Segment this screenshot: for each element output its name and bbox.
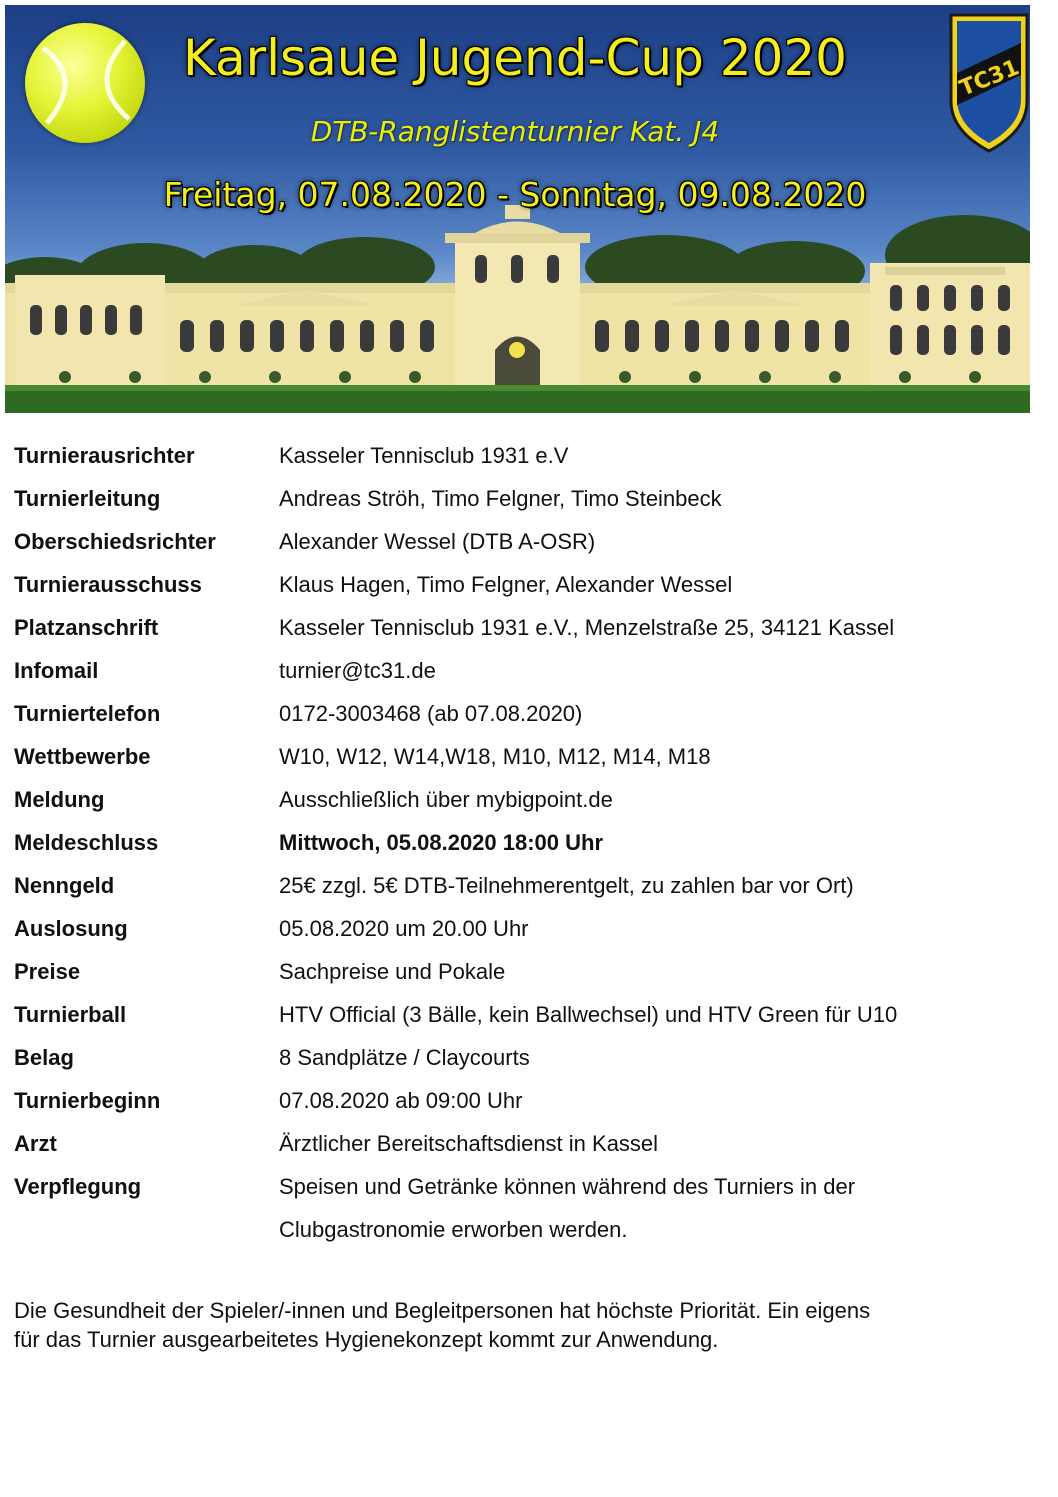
detail-label: Arzt <box>14 1131 57 1156</box>
detail-label: Turnierball <box>14 1002 127 1027</box>
header-banner <box>5 5 1030 413</box>
detail-value: Ärztlicher Bereitschaftsdienst in Kassel <box>279 1131 659 1156</box>
detail-row <box>14 1122 1034 1165</box>
deadline-value: Mittwoch, 05.08.2020 18:00 Uhr <box>279 830 604 855</box>
detail-row <box>14 1079 1034 1122</box>
note-line: Die Gesundheit der Spieler/-innen und Begleitpersonen hat höchste Priorität. Ein eigens <box>14 1298 871 1323</box>
detail-label: Meldung <box>14 787 105 812</box>
detail-label: Turnierausschuss <box>14 572 202 597</box>
detail-label: Preise <box>14 959 81 984</box>
logo-text: TC31 <box>956 55 1023 102</box>
detail-label: Belag <box>14 1045 74 1070</box>
detail-value: 25€ zzgl. 5€ DTB-Teilnehmerentgelt, zu zahlen bar vor Ort) <box>279 873 854 898</box>
detail-value: Kasseler Tennisclub 1931 e.V <box>279 443 569 468</box>
banner-dates: Freitag, 07.08.2020 - Sonntag, 09.08.2020 <box>163 175 867 214</box>
detail-row <box>14 692 1034 735</box>
detail-label: Nenngeld <box>14 873 115 898</box>
detail-value: Andreas Ströh, Timo Felgner, Timo Steinbeck <box>279 486 722 511</box>
detail-label: Meldeschluss <box>14 830 159 855</box>
detail-value: Kasseler Tennisclub 1931 e.V., Menzelstraße 25, 34121 Kassel <box>279 615 895 640</box>
detail-label: Verpflegung <box>14 1174 142 1199</box>
email-link[interactable]: turnier@tc31.de <box>279 658 436 683</box>
detail-value: 8 Sandplätze / Claycourts <box>279 1045 530 1070</box>
banner-subtitle: DTB-Ranglistenturnier Kat. J4 <box>310 115 720 148</box>
detail-value: HTV Official (3 Bälle, kein Ballwechsel) und HTV Green für U10 <box>279 1002 898 1027</box>
detail-value: Alexander Wessel (DTB A-OSR) <box>279 529 596 554</box>
detail-row <box>14 950 1034 993</box>
detail-row <box>14 993 1034 1036</box>
detail-value: 07.08.2020 ab 09:00 Uhr <box>279 1088 523 1113</box>
detail-value: W10, W12, W14,W18, M10, M12, M14, M18 <box>279 744 711 769</box>
hygiene-note <box>14 1296 1034 1354</box>
tc31-club-logo <box>949 13 1029 153</box>
detail-label: Oberschiedsrichter <box>14 529 216 554</box>
detail-row <box>14 520 1034 563</box>
detail-value: 0172-3003468 (ab 07.08.2020) <box>279 701 583 726</box>
detail-row <box>14 1036 1034 1079</box>
detail-value: 05.08.2020 um 20.00 Uhr <box>279 916 529 941</box>
detail-row <box>14 778 1034 821</box>
detail-label: Platzanschrift <box>14 615 159 640</box>
detail-row <box>14 907 1034 950</box>
tennis-ball-icon <box>25 23 145 143</box>
detail-row <box>14 821 1034 864</box>
detail-row <box>14 477 1034 520</box>
detail-label: Turnierbeginn <box>14 1088 161 1113</box>
detail-row <box>14 735 1034 778</box>
tournament-details <box>14 434 1034 1251</box>
detail-row <box>14 563 1034 606</box>
detail-label: Turnierleitung <box>14 486 161 511</box>
detail-row <box>14 434 1034 477</box>
detail-value: Ausschließlich über mybigpoint.de <box>279 787 613 812</box>
banner-title: Karlsaue Jugend-Cup 2020 <box>183 29 847 87</box>
detail-value: Speisen und Getränke können während des Turniers in der Clubgastronomie erworben werden. <box>279 1174 856 1242</box>
detail-label: Turniertelefon <box>14 701 161 726</box>
detail-value: Klaus Hagen, Timo Felgner, Alexander Wessel <box>279 572 733 597</box>
detail-label: Turnierausrichter <box>14 443 195 468</box>
detail-row <box>14 1165 1034 1251</box>
detail-label: Wettbewerbe <box>14 744 151 769</box>
detail-row <box>14 864 1034 907</box>
detail-value: Sachpreise und Pokale <box>279 959 506 984</box>
detail-label: Infomail <box>14 658 99 683</box>
detail-row <box>14 606 1034 649</box>
detail-row <box>14 649 1034 692</box>
note-line: für das Turnier ausgearbeitetes Hygienekonzept kommt zur Anwendung. <box>14 1327 719 1352</box>
detail-label: Auslosung <box>14 916 128 941</box>
